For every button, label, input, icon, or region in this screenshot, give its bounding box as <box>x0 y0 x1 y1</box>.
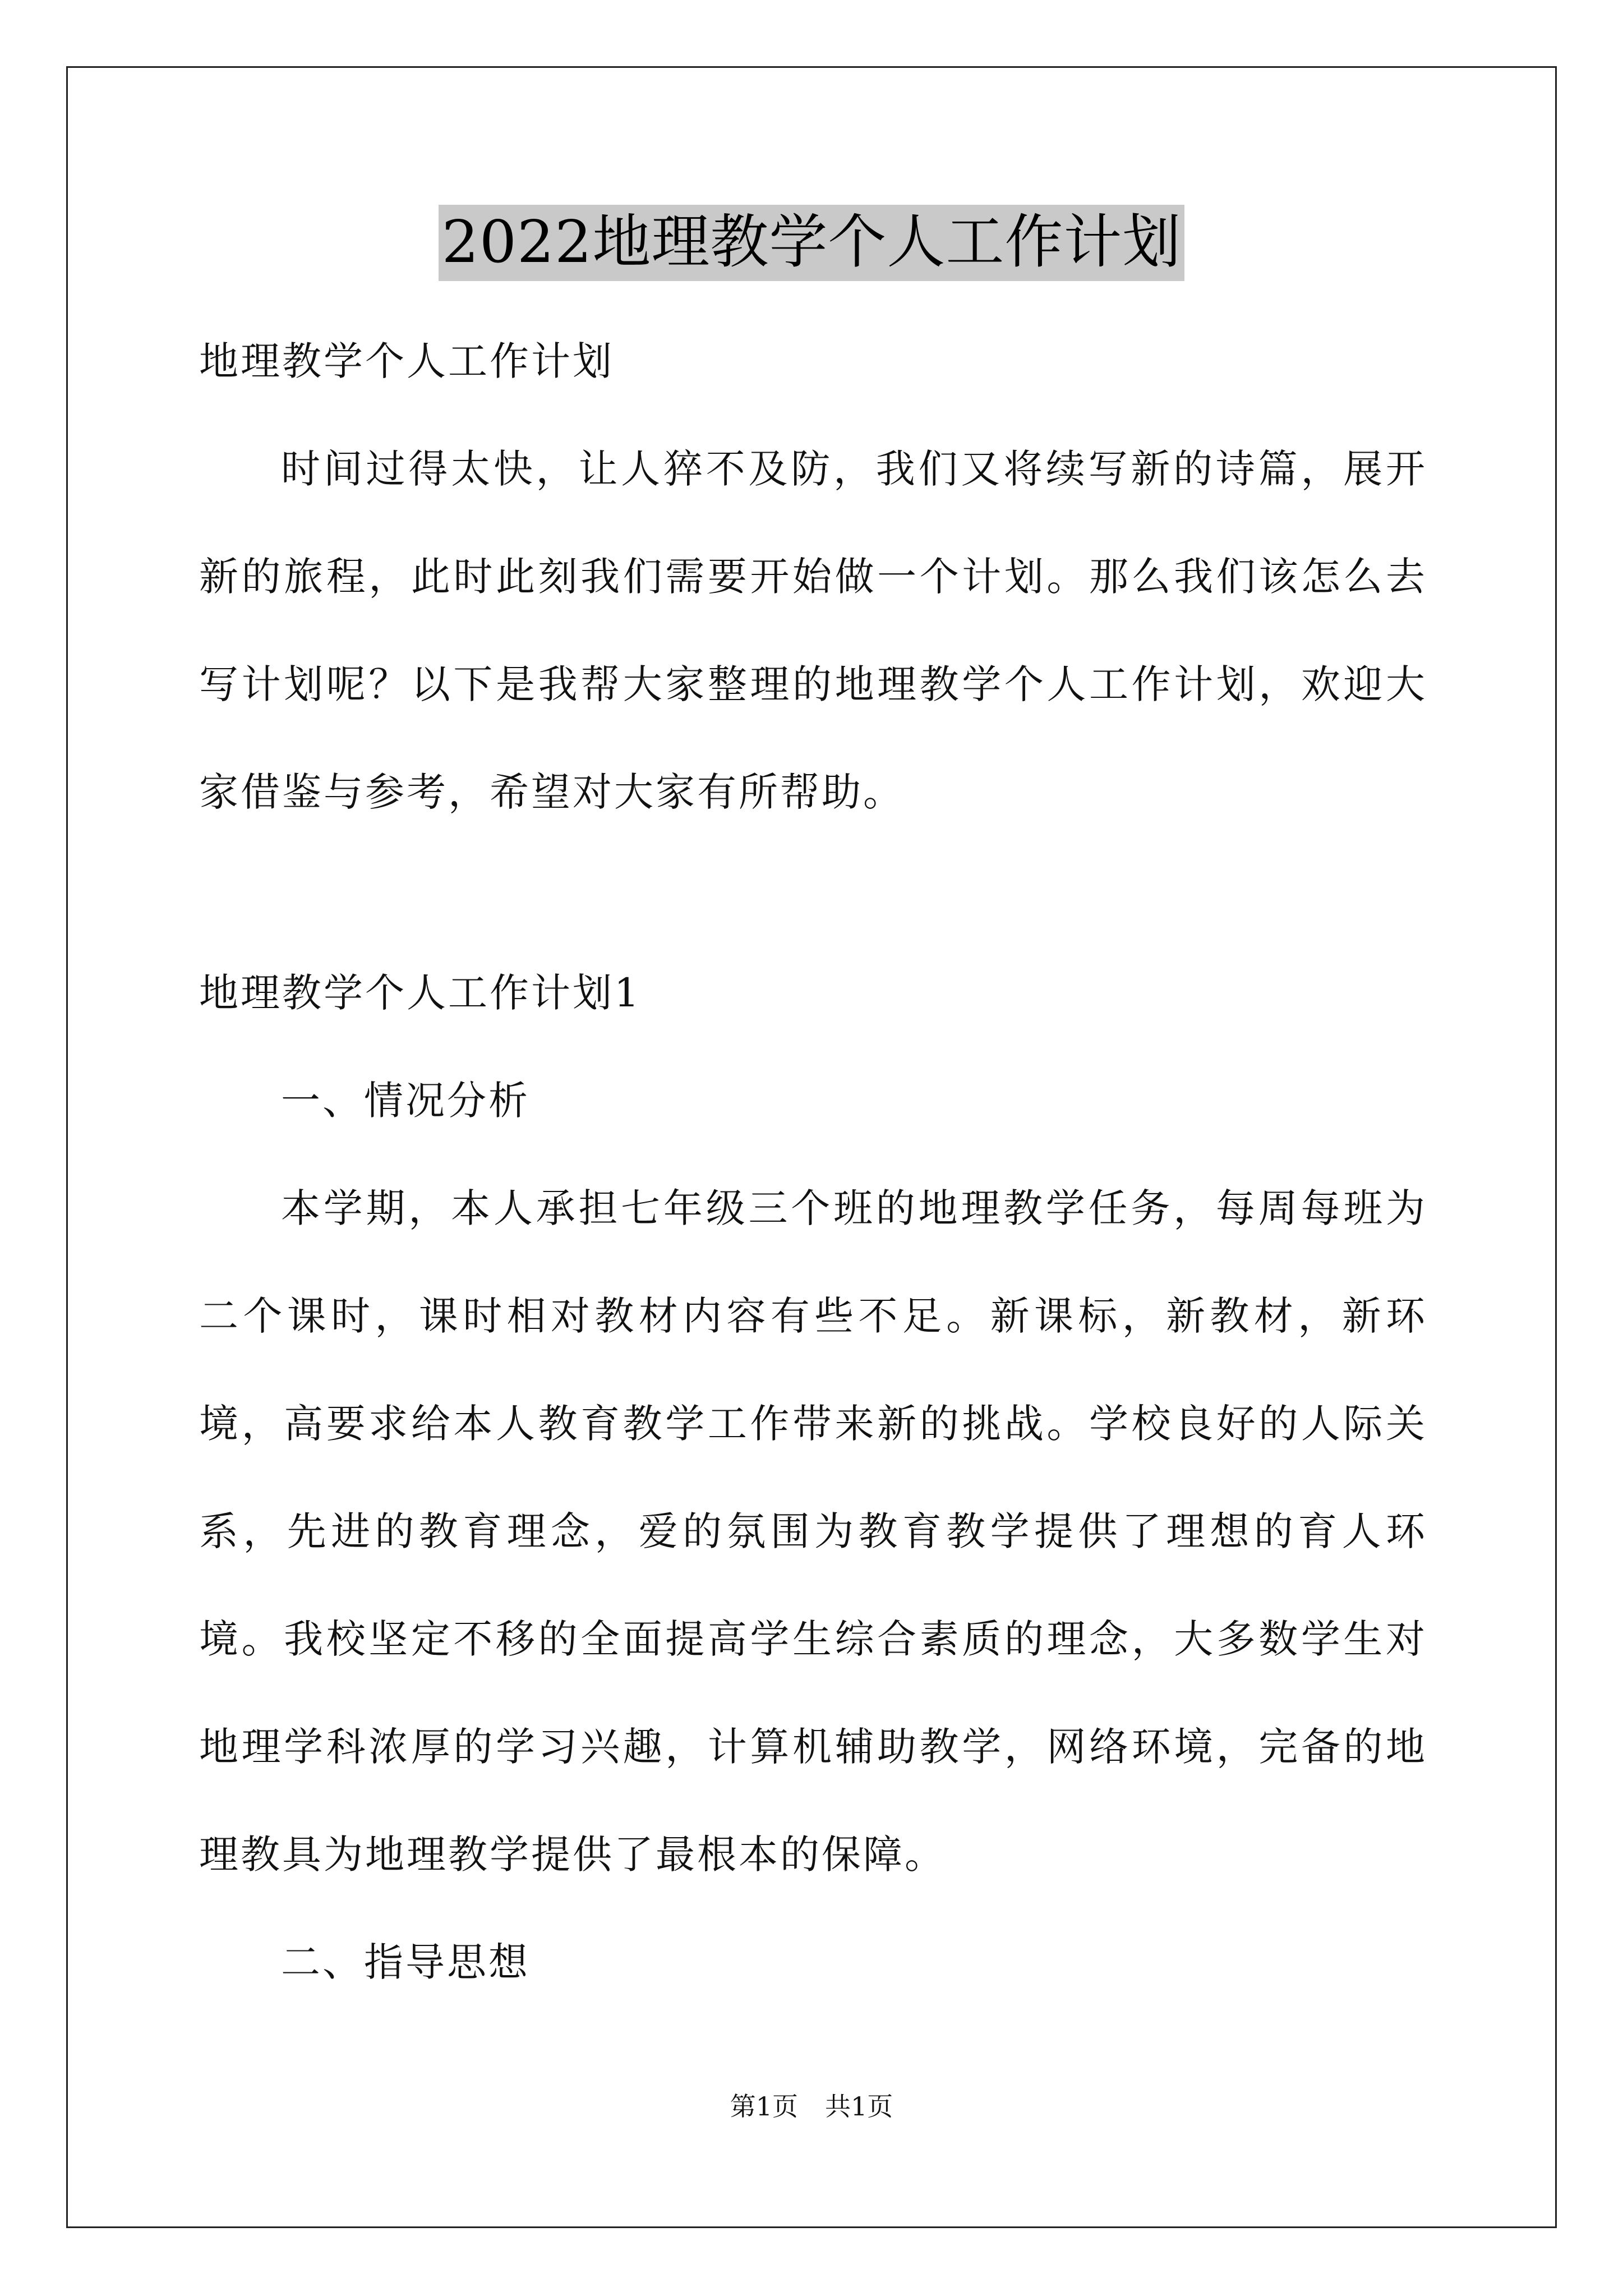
heading-situation-analysis: 一、情况分析 <box>281 1078 530 1124</box>
body-paragraph: 本学期，本人承担七年级三个班的地理教学任务，每周每班为二个课时，课时相对教材内容有些不足。新课标，新教材，新环境，高要求给本人教育教学工作带来新的挑战。学校良好的人际关系，先进的教育理念，爱的氛围为教育教学提供了理想的育人环境。我校坚定不移的全面提高学生综合素质的理念，大多数学生对地理学科浓厚的学习兴趣，计算机辅助教学，网络环境，完备的地理教具为地理教学提供了最根本的保障。 <box>199 1185 1427 1878</box>
section-title: 地理教学个人工作计划1 <box>199 970 642 1016</box>
paragraph-gap <box>199 846 1427 939</box>
page-number: 第1页 <box>730 2091 798 2122</box>
title-container <box>0 205 1623 281</box>
intro-paragraph: 时间过得太快，让人猝不及防，我们又将续写新的诗篇，展开新的旅程，此时此刻我们需要开始做一个计划。那么我们该怎么去写计划呢？以下是我帮大家整理的地理教学个人工作计划，欢迎大家借鉴与参考，希望对大家有所帮助。 <box>199 446 1427 815</box>
document-title: 2022地理教学个人工作计划 <box>439 205 1185 281</box>
document-body <box>199 307 1427 2016</box>
page-footer <box>0 2090 1623 2123</box>
heading-guiding-ideology: 二、指导思想 <box>281 1939 530 1985</box>
document-subtitle: 地理教学个人工作计划 <box>199 338 614 384</box>
page-total: 共1页 <box>825 2091 893 2122</box>
